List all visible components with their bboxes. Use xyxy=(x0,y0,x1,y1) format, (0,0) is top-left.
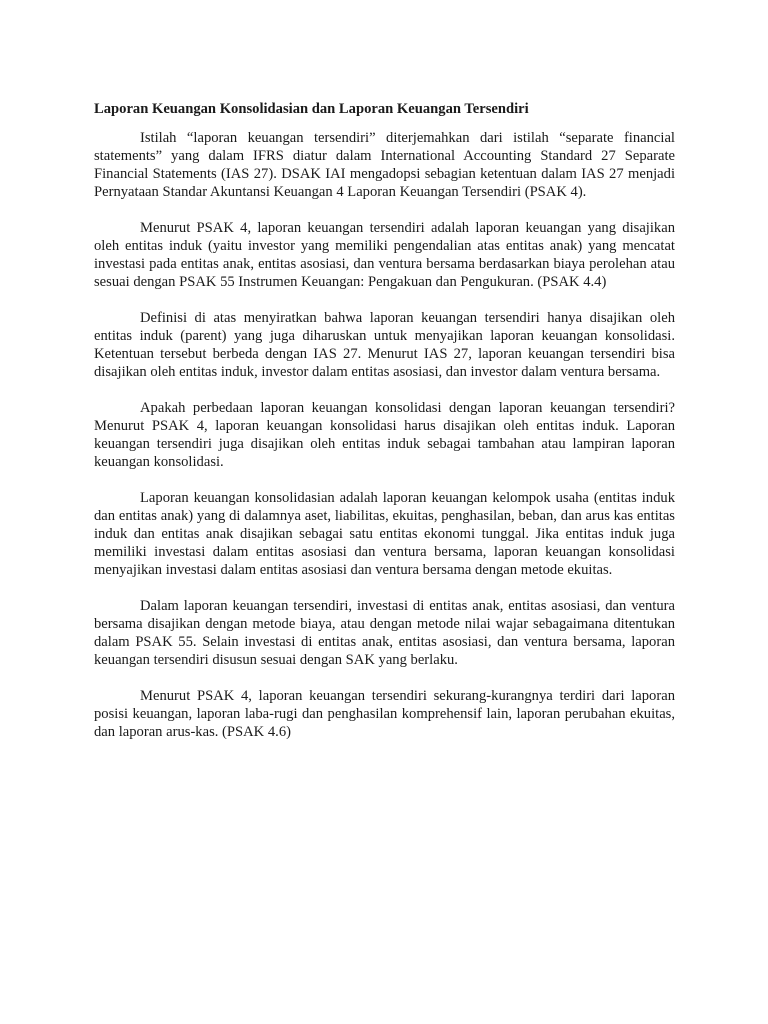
paragraph-4: Apakah perbedaan laporan keuangan konsolidasi dengan laporan keuangan tersendiri? Menurut PSAK 4, laporan keuangan konsolidasi harus disajikan oleh entitas induk. Laporan keuangan tersendiri juga disajikan oleh entitas induk sebagai tambahan atau lampiran laporan keuangan konsolidasi. xyxy=(94,400,675,470)
paragraph-5: Laporan keuangan konsolidasian adalah laporan keuangan kelompok usaha (entitas induk dan entitas anak) yang di dalamnya aset, liabilitas, ekuitas, penghasilan, beban, dan arus kas entitas induk dan entitas anak disajikan sebagai satu entitas ekonomi tunggal. Jika entitas induk juga memiliki investasi dalam entitas asosiasi dan ventura bersama, laporan keuangan konsolidasi menyajikan investasi dalam entitas asosiasi dan ventura bersama dengan metode ekuitas. xyxy=(94,490,675,578)
paragraph-3: Definisi di atas menyiratkan bahwa laporan keuangan tersendiri hanya disajikan oleh entitas induk (parent) yang juga diharuskan untuk menyajikan laporan keuangan konsolidasi. Ketentuan tersebut berbeda dengan IAS 27. Menurut IAS 27, laporan keuangan tersendiri bisa disajikan oleh entitas induk, investor dalam entitas asosiasi, dan investor dalam ventura bersama. xyxy=(94,310,675,380)
document-page xyxy=(94,100,675,759)
paragraph-7: Menurut PSAK 4, laporan keuangan tersendiri sekurang-kurangnya terdiri dari laporan posisi keuangan, laporan laba-rugi dan penghasilan komprehensif lain, laporan perubahan ekuitas, dan laporan arus-kas. (PSAK 4.6) xyxy=(94,688,675,740)
paragraph-2: Menurut PSAK 4, laporan keuangan tersendiri adalah laporan keuangan yang disajikan oleh entitas induk (yaitu investor yang memiliki pengendalian atas entitas anak) yang mencatat investasi pada entitas anak, entitas asosiasi, dan ventura bersama berdasarkan biaya perolehan atau sesuai dengan PSAK 55 Instrumen Keuangan: Pengakuan dan Pengukuran. (PSAK 4.4) xyxy=(94,220,675,290)
document-title: Laporan Keuangan Konsolidasian dan Laporan Keuangan Tersendiri xyxy=(94,101,529,117)
paragraph-6: Dalam laporan keuangan tersendiri, investasi di entitas anak, entitas asosiasi, dan ventura bersama disajikan dengan metode biaya, atau dengan metode nilai wajar sebagaimana ditentukan dalam PSAK 55. Selain investasi di entitas anak, entitas asosiasi, dan ventura bersama, laporan keuangan tersendiri disusun sesuai dengan SAK yang berlaku. xyxy=(94,598,675,668)
paragraph-1: Istilah “laporan keuangan tersendiri” diterjemahkan dari istilah “separate financial statements” yang dalam IFRS diatur dalam International Accounting Standard 27 Separate Financial Statements (IAS 27). DSAK IAI mengadopsi sebagian ketentuan dalam IAS 27 menjadi Pernyataan Standar Akuntansi Keuangan 4 Laporan Keuangan Tersendiri (PSAK 4). xyxy=(94,130,675,200)
